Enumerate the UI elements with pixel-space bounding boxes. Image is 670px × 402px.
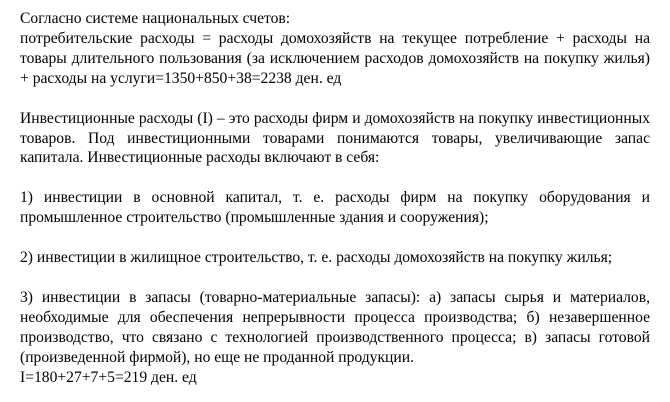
paragraph-gap [20, 89, 650, 109]
paragraph-gap [20, 268, 650, 288]
paragraph-gap [20, 228, 650, 248]
paragraph-gap [20, 168, 650, 188]
document-body [20, 9, 650, 388]
list-item-2: 2) инвестиции в жилищное строительство, т. е. расходы домохозяйств на покупку жилья; [20, 249, 613, 267]
investment-definition-paragraph: Инвестиционные расходы (I) – это расходы фирм и домохозяйств на покупку инвестиционных товаров. Под инвестиционными товарами понимаются товары, увеличивающие запас капитала. Инвестиционные расходы включают в себя: [20, 109, 650, 167]
consumption-paragraph: потребительские расходы = расходы домохозяйств на текущее потребление + расходы на товары длительного пользования (за исключением расходов домохозяйств на покупку жилья) + расходы на услуги=1350+850+38=2238 ден. ед [20, 29, 650, 87]
list-item-1: 1) инвестиции в основной капитал, т. е. расходы фирм на покупку оборудования и промышленное строительство (промышленные здания и сооружения); [20, 189, 650, 227]
heading-line: Согласно системе национальных счетов: [20, 10, 291, 27]
investment-total-line: I=180+27+7+5=219 ден. ед [20, 368, 197, 386]
list-item-3: 3) инвестиции в запасы (товарно-материальные запасы): а) запасы сырья и материалов, необходимые для обеспечения непрерывности процесса производства; б) незавершенное производство, что связано с технологией производственного процесса; в) запасы готовой (произведенной фирмой), но еще не проданной продукции. [20, 289, 650, 366]
